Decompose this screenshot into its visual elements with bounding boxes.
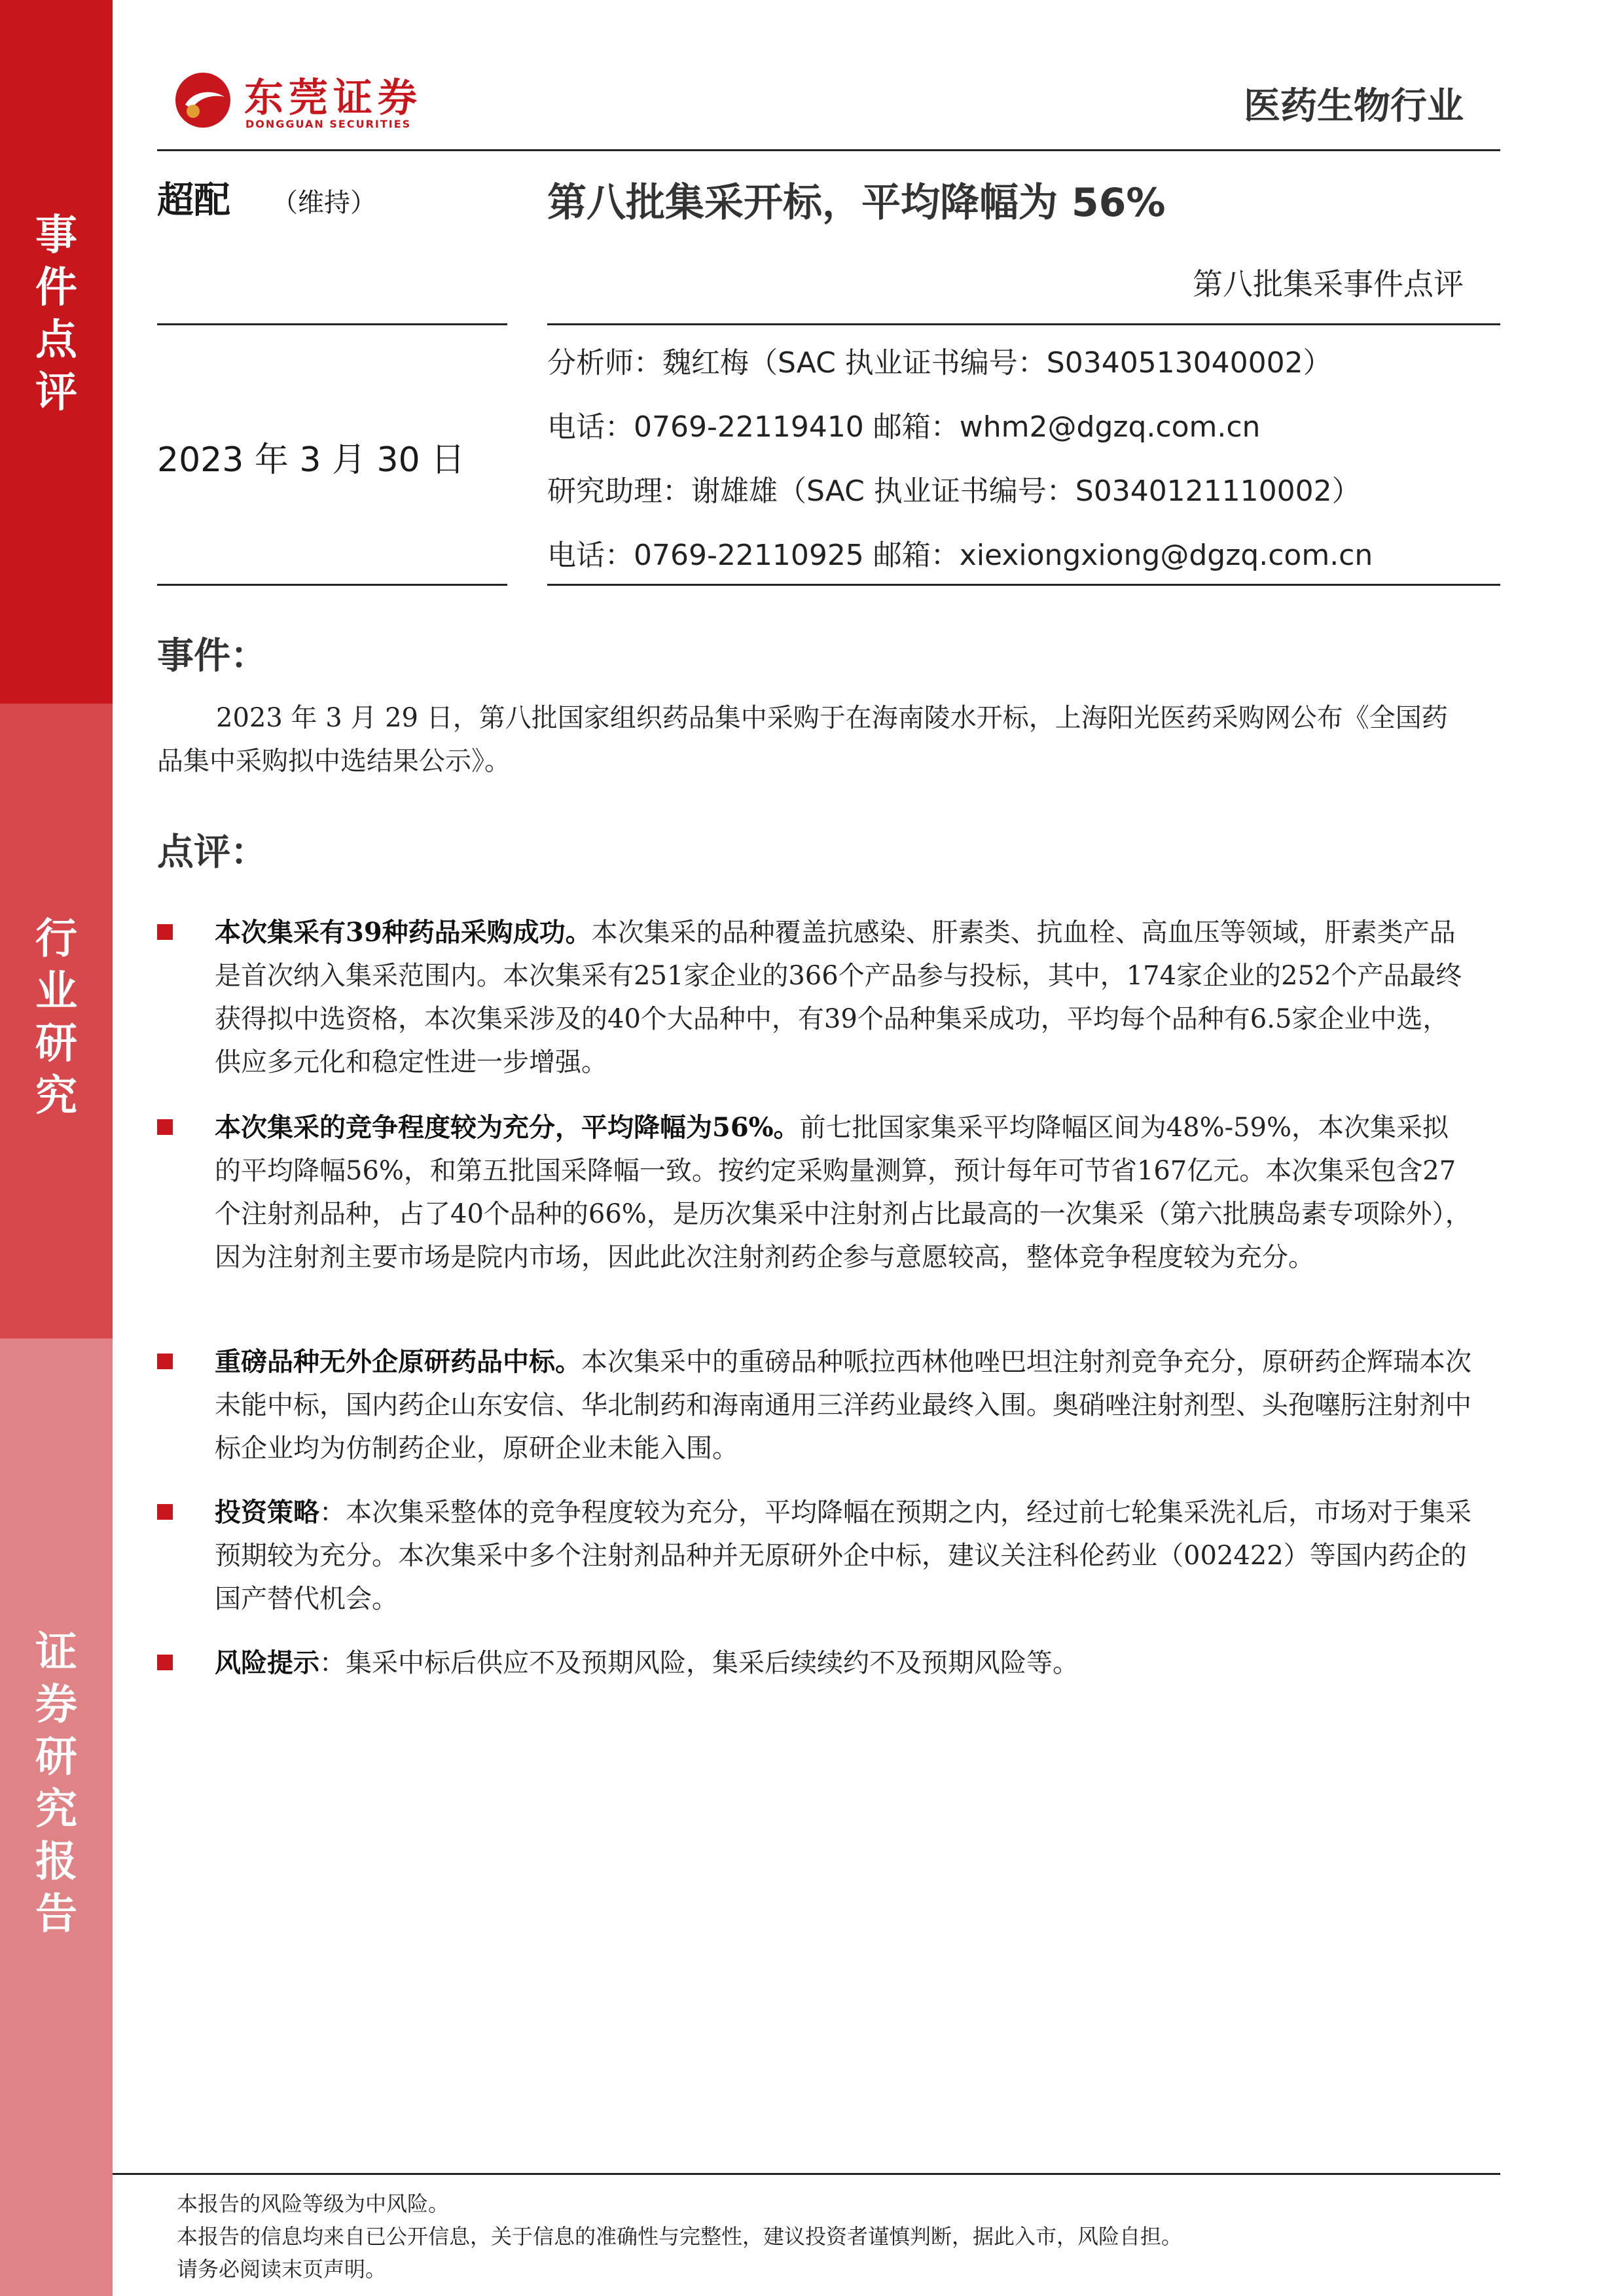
sidebar-char: 研	[35, 1020, 77, 1068]
sidebar-char: 行	[35, 915, 77, 963]
sidebar-char: 究	[35, 1072, 77, 1121]
bullet-lead: 重磅品种无外企原研药品中标。	[215, 1346, 581, 1377]
brand-name-cn: 东莞证券	[244, 75, 422, 121]
bullet-body: 本次集采的品种覆盖抗感染、肝素类、抗血栓、高血压等领域，肝素类产品是首次纳入集采范围内。本次集采有251家企业的366个产品参与投标，其中，174家企业的252个产品最终获得拟中选资格，本次集采涉及的40个大品种中，有39个品种集采成功，平均每个品种有6.5家企业中选，供应多元化和稳定性进一步增强。	[215, 918, 1462, 1077]
footer-risk-level: 本报告的风险等级为中风险。	[177, 2191, 450, 2216]
bullet-lead: 投资策略	[215, 1497, 319, 1528]
bullet-lead: 风险提示	[215, 1647, 319, 1678]
sidebar-band-industry-research	[0, 704, 113, 1338]
review-bullet	[157, 1491, 1473, 1621]
bullet-square-icon	[157, 1504, 173, 1520]
bullet-square-icon	[157, 1354, 173, 1369]
footer-notice: 请务必阅读末页声明。	[177, 2257, 387, 2282]
bullet-text	[215, 911, 1473, 1084]
footer-divider	[113, 2173, 1500, 2175]
sidebar-char: 点	[35, 316, 77, 365]
sidebar-char: 事	[35, 211, 77, 260]
sidebar-char: 件	[35, 264, 77, 312]
sidebar-char: 评	[35, 368, 77, 417]
industry-label: 医药生物行业	[1244, 85, 1464, 128]
report-date: 2023 年 3 月 30 日	[157, 440, 465, 480]
report-subtitle: 第八批集采事件点评	[1193, 266, 1464, 302]
review-bullet	[157, 911, 1473, 1084]
assistant-contact-line: 电话：0769-22110925 邮箱：xiexiongxiong@dgzq.com.cn	[547, 539, 1373, 572]
rating-label: 超配	[157, 179, 230, 222]
sidebar-char: 报	[35, 1838, 77, 1886]
sidebar-char: 研	[35, 1733, 77, 1782]
bullet-text	[215, 1641, 1473, 1685]
brand-logo	[173, 65, 448, 137]
review-bullet	[157, 1340, 1473, 1470]
bullet-body: 本次集采中的重磅品种哌拉西林他唑巴坦注射剂竞争充分，原研药企辉瑞本次未能中标，国内药企山东安信、华北制药和海南通用三洋药业最终入围。奥硝唑注射剂型、头孢噻肟注射剂中标企业均为仿制药企业，原研企业未能入围。	[215, 1347, 1471, 1463]
review-heading: 点评：	[157, 831, 267, 874]
left-top-divider	[157, 323, 507, 325]
bullet-text	[215, 1106, 1473, 1279]
bullet-lead: 本次集采有39种药品采购成功。	[215, 917, 592, 948]
right-bottom-divider	[547, 584, 1500, 586]
header-divider	[157, 149, 1500, 151]
bullet-text	[215, 1491, 1473, 1621]
event-heading: 事件：	[157, 635, 267, 677]
bullet-square-icon	[157, 1119, 173, 1135]
brand-name-en: DONGGUAN SECURITIES	[245, 118, 412, 130]
bullet-square-icon	[157, 924, 173, 940]
assistant-line: 研究助理：谢雄雄（SAC 执业证书编号：S0340121110002）	[547, 475, 1361, 508]
bullet-body: 前七批国家集采平均降幅区间为48%-59%，本次集采拟的平均降幅56%，和第五批国采降幅一致。按约定采购量测算，预计每年可节省167亿元。本次集采包含27个注射剂品种，占了40个品种的66%，是历次集采中注射剂占比最高的一次集采（第六批胰岛素专项除外），因为注射剂主要市场是院内市场，因此此次注射剂药企参与意愿较高，整体竞争程度较为充分。	[215, 1113, 1471, 1272]
bullet-text	[215, 1340, 1473, 1470]
bullet-square-icon	[157, 1655, 173, 1670]
review-bullet	[157, 1106, 1473, 1279]
bullet-body: ：本次集采整体的竞争程度较为充分，平均降幅在预期之内，经过前七轮集采洗礼后，市场对于集采预期较为充分。本次集采中多个注射剂品种并无原研外企中标，建议关注科伦药业（002422）等国内药企的国产替代机会。	[215, 1498, 1471, 1614]
report-title: 第八批集采开标，平均降幅为 56%	[547, 180, 1166, 226]
analyst-line: 分析师：魏红梅（SAC 执业证书编号：S0340513040002）	[547, 346, 1332, 380]
sidebar-char: 业	[35, 967, 77, 1016]
footer-disclaimer: 本报告的信息均来自已公开信息，关于信息的准确性与完整性，建议投资者谨慎判断，据此入市，风险自担。	[177, 2224, 1183, 2249]
logo-mark-icon	[173, 71, 232, 130]
event-paragraph: 2023 年 3 月 29 日，第八批国家组织药品集中采购于在海南陵水开标，上海阳光医药采购网公布《全国药品集中采购拟中选结果公示》。	[157, 703, 1448, 776]
sidebar-char: 券	[35, 1681, 77, 1729]
review-bullet	[157, 1641, 1473, 1685]
sidebar-band-event-review	[0, 0, 113, 704]
bullet-lead: 本次集采的竞争程度较为充分，平均降幅为56%。	[215, 1112, 800, 1143]
sidebar-char: 究	[35, 1785, 77, 1834]
right-top-divider	[547, 323, 1500, 325]
bullet-body: ：集采中标后供应不及预期风险，集采后续续约不及预期风险等。	[319, 1648, 1079, 1678]
rating-status: （维持）	[272, 188, 376, 218]
sidebar-char: 证	[35, 1628, 77, 1677]
analyst-contact-line: 电话：0769-22119410 邮箱：whm2@dgzq.com.cn	[547, 410, 1261, 444]
sidebar-char: 告	[35, 1890, 77, 1939]
left-bottom-divider	[157, 584, 507, 586]
sidebar-band-securities-report	[0, 1338, 113, 2296]
